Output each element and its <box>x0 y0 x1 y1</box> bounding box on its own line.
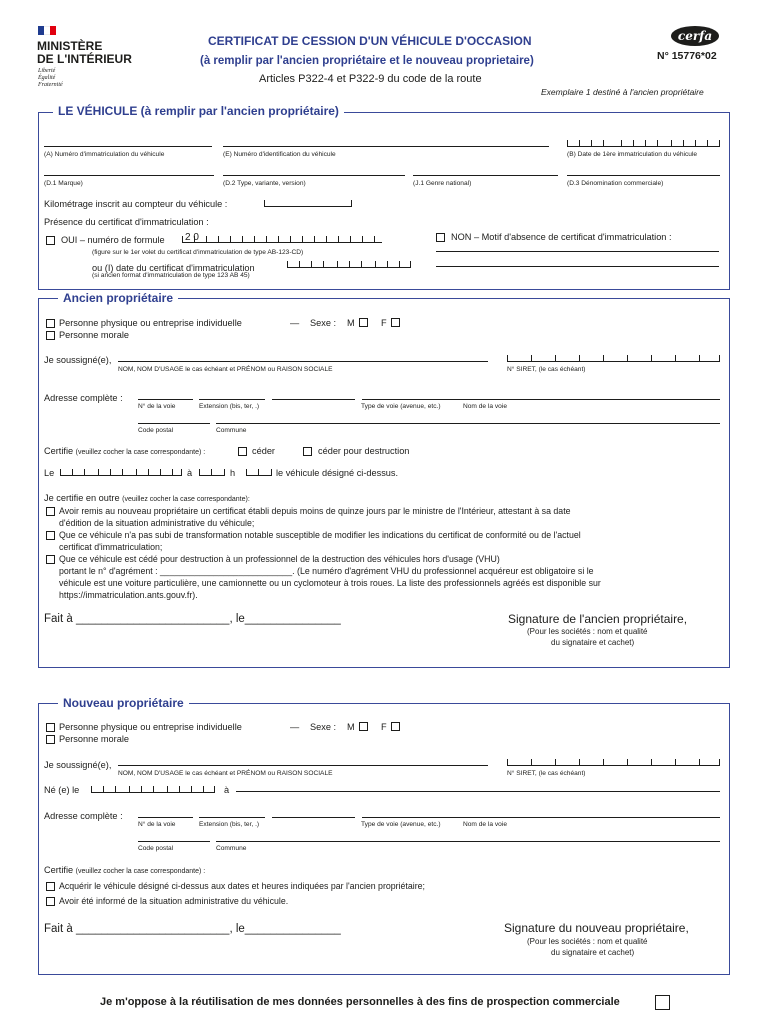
motif-line-1[interactable] <box>436 251 719 252</box>
non-checkbox[interactable] <box>436 233 445 242</box>
nouveau-typevoie-field[interactable] <box>272 817 355 818</box>
date-first-immat-field[interactable] <box>567 140 720 147</box>
ancien-signature-sub2: du signataire et cachet) <box>551 638 635 647</box>
nouveau-siret-field[interactable] <box>507 759 720 766</box>
ancien-voie-caption: N° de la voie <box>138 403 176 410</box>
nouveau-certifie-note: (veuillez cocher la case correspondante) : <box>75 868 206 875</box>
ancien-certifie-note: (veuillez cocher la case correspondante) : <box>75 449 206 456</box>
ancien-certifie-label <box>44 446 205 456</box>
nouveau-item1-label: Acquérir le véhicule désigné ci-dessus aux dates et heures indiquées par l'ancien propriétaire; <box>59 881 425 891</box>
cession-date-field[interactable] <box>60 469 182 476</box>
nouveau-certifie-word: Certifie <box>44 865 74 875</box>
ancien-commune-caption: Commune <box>216 427 247 434</box>
nouveau-physique-label: Personne physique ou entreprise individuelle <box>59 722 242 732</box>
ancien-cp-field[interactable] <box>138 423 210 424</box>
ancien-item1-line2: d'édition de la situation administrative du véhicule; <box>59 518 255 528</box>
ancien-item3-line3: véhicule est une voiture particulière, une camionnette ou un cyclomoteur à trois roues. La liste des professionnels agréés est disponible sur <box>59 578 601 588</box>
ancien-physique-label: Personne physique ou entreprise individuelle <box>59 318 242 328</box>
ceder-destruction-checkbox[interactable] <box>303 447 312 456</box>
nouveau-m-label: M <box>347 722 355 732</box>
cerfa-number: N° 15776*02 <box>657 50 717 62</box>
ident-caption: (E) Numéro d'identification du véhicule <box>223 151 336 158</box>
ancien-nomvoie-field[interactable] <box>362 399 720 400</box>
motif-line-2[interactable] <box>436 266 719 267</box>
ancien-item1-checkbox[interactable] <box>46 507 55 516</box>
cession-hour-field[interactable] <box>199 469 225 476</box>
ancien-item3-checkbox[interactable] <box>46 555 55 564</box>
certifie-outre-word: Je certifie en outre <box>44 493 120 503</box>
ancien-item3-line1: Que ce véhicule est cédé pour destruction à un professionnel de la destruction des véhicules hors d'usage (VHU) <box>59 554 500 564</box>
ancien-ext-field[interactable] <box>199 399 265 400</box>
formule-number-field[interactable] <box>182 236 382 243</box>
nouveau-signature-sub1: (Pour les sociétés : nom et qualité <box>527 937 648 946</box>
genre-caption: (J.1 Genre national) <box>413 180 472 187</box>
cession-designe-label: le véhicule désigné ci-dessus. <box>276 468 399 478</box>
nouveau-section-title: Nouveau propriétaire <box>58 696 189 710</box>
ancien-signature-sub1: (Pour les sociétés : nom et qualité <box>527 627 648 636</box>
nouveau-morale-label: Personne morale <box>59 734 129 744</box>
ancien-section-title: Ancien propriétaire <box>58 291 178 305</box>
ancien-typevoie-caption: Type de voie (avenue, etc.) <box>361 403 441 410</box>
ministry-line1: MINISTÈRE <box>37 39 103 53</box>
marque-caption: (D.1 Marque) <box>44 180 83 187</box>
kilometrage-label: Kilométrage inscrit au compteur du véhicule : <box>44 199 228 209</box>
cession-a-label: à <box>187 468 193 478</box>
ancien-nomvoie-caption: Nom de la voie <box>463 403 507 410</box>
ancien-siret-caption: N° SIRET, (le cas échéant) <box>507 366 586 373</box>
opposition-label: Je m'oppose à la réutilisation de mes données personnelles à des fins de prospection commerciale <box>100 996 620 1008</box>
nouveau-m-checkbox[interactable] <box>359 722 368 731</box>
ancien-signature-title: Signature de l'ancien propriétaire, <box>508 612 688 626</box>
ancien-physique-checkbox[interactable] <box>46 319 55 328</box>
form-subtitle: (à remplir par l'ancien propriétaire et le nouveau proprietaire) <box>200 55 534 67</box>
ancien-dash: — <box>290 318 300 328</box>
denom-caption: (D.3 Dénomination commerciale) <box>567 180 664 187</box>
motto-egalite: Égalité <box>38 75 56 81</box>
ou-date-label: ou (I) date du certificat d'immatriculation <box>92 263 255 273</box>
nouveau-commune-caption: Commune <box>216 845 247 852</box>
ancien-siret-field[interactable] <box>507 355 720 362</box>
kilometrage-field[interactable] <box>264 200 352 207</box>
form-title: CERTIFICAT DE CESSION D'UN VÉHICULE D'OCCASION <box>208 34 532 48</box>
oui-checkbox[interactable] <box>46 236 55 245</box>
exemplaire-note: Exemplaire 1 destiné à l'ancien propriétaire <box>541 87 704 97</box>
immat-field[interactable] <box>44 146 212 147</box>
oui-label: OUI – numéro de formule <box>61 235 165 245</box>
ceder-destruction-label: céder pour destruction <box>318 446 410 456</box>
flag-red <box>50 26 56 35</box>
nouveau-certifie-label <box>44 865 205 875</box>
date-first-immat-caption: (B) Date de 1ère immatriculation du véhicule <box>567 151 698 158</box>
nouveau-soussigne-label: Je soussigné(e), <box>44 760 112 770</box>
ancien-item3-line4: https://immatriculation.ants.gouv.fr). <box>59 590 198 600</box>
ancien-commune-field[interactable] <box>216 423 720 424</box>
ancien-ext-caption: Extension (bis, ter, .) <box>199 403 260 410</box>
nouveau-fait-line[interactable]: Fait à ________________________, le_______________ <box>44 923 341 935</box>
cession-h-label: h <box>230 468 236 478</box>
nouveau-nomvoie-caption: Nom de la voie <box>463 821 507 828</box>
ancien-f-label: F <box>381 318 387 328</box>
marque-field[interactable] <box>44 175 214 176</box>
nouveau-sexe-label: Sexe : <box>310 722 337 732</box>
ancien-soussigne-label: Je soussigné(e), <box>44 355 112 365</box>
nouveau-ne-label: Né (e) le <box>44 785 80 795</box>
ministry-line2: DE L'INTÉRIEUR <box>37 52 132 66</box>
nouveau-birthdate-field[interactable] <box>91 786 215 793</box>
nouveau-nom-field[interactable] <box>118 765 488 766</box>
nouveau-signature-sub2: du signataire et cachet) <box>551 948 635 957</box>
ancien-nom-field[interactable] <box>118 361 488 362</box>
ancien-adresse-label: Adresse complète : <box>44 393 123 403</box>
nouveau-physique-checkbox[interactable] <box>46 723 55 732</box>
opposition-checkbox[interactable] <box>655 995 670 1010</box>
nouveau-cp-caption: Code postal <box>138 845 174 852</box>
ceder-label: céder <box>252 446 275 456</box>
ceder-checkbox[interactable] <box>238 447 247 456</box>
cession-minute-field[interactable] <box>246 469 272 476</box>
cerfa-logo: cerfa <box>671 26 719 46</box>
non-label: NON – Motif d'absence de certificat d'immatriculation : <box>451 232 672 242</box>
ancien-voie-field[interactable] <box>138 399 193 400</box>
ancien-morale-checkbox[interactable] <box>46 331 55 340</box>
nouveau-typevoie-caption: Type de voie (avenue, etc.) <box>361 821 441 828</box>
oui-note: (figure sur le 1er volet du certificat d'immatriculation de type AB-123-CD) <box>92 249 304 256</box>
nouveau-ext-caption: Extension (bis, ter, .) <box>199 821 260 828</box>
ancien-item2-line2: certificat d'immatriculation; <box>59 542 163 552</box>
ou-note: (si ancien format d'immatriculation de type 123 AB 45) <box>92 272 250 279</box>
ident-field[interactable] <box>223 146 549 147</box>
nouveau-dash: — <box>290 722 300 732</box>
vehicle-section-title: LE VÉHICULE (à remplir par l'ancien propriétaire) <box>53 104 344 118</box>
nouveau-f-checkbox[interactable] <box>391 722 400 731</box>
certifie-outre-label <box>44 493 250 503</box>
ancien-item2-checkbox[interactable] <box>46 531 55 540</box>
certificat-date-field[interactable] <box>287 261 411 268</box>
form-articles: Articles P322-4 et P322-9 du code de la route <box>259 73 482 85</box>
nouveau-signature-title: Signature du nouveau propriétaire, <box>504 921 689 935</box>
ancien-item1-line1: Avoir remis au nouveau propriétaire un certificat établi depuis moins de quinze jours par le ministre de l'Intérieur, attestant à sa date <box>59 506 571 516</box>
ancien-item3-line2: portant le n° d'agrément : ___________________________. (Le numéro d'agrément VHU du professionnel acquéreur est obligatoire si le <box>59 566 594 576</box>
nouveau-commune-field[interactable] <box>216 841 720 842</box>
cession-le-label: Le <box>44 468 55 478</box>
type-field[interactable] <box>223 175 405 176</box>
ancien-item2-line1: Que ce véhicule n'a pas subi de transformation notable susceptible de modifier les indications du certificat de conformité ou de l'actuel <box>59 530 581 540</box>
nouveau-item2-label: Avoir été informé de la situation administrative du véhicule. <box>59 896 289 906</box>
nouveau-item1-checkbox[interactable] <box>46 882 55 891</box>
ancien-sexe-label: Sexe : <box>310 318 337 328</box>
ancien-typevoie-field[interactable] <box>272 399 355 400</box>
denom-field[interactable] <box>567 175 720 176</box>
nouveau-nom-caption: NOM, NOM D'USAGE le cas échéant et PRÉNOM ou RAISON SOCIALE <box>118 770 333 777</box>
motto-liberte: Liberté <box>38 68 56 74</box>
nouveau-cp-field[interactable] <box>138 841 210 842</box>
ancien-certifie-word: Certifie <box>44 446 74 456</box>
nouveau-ext-field[interactable] <box>199 817 265 818</box>
ancien-m-label: M <box>347 318 355 328</box>
ancien-nom-caption: NOM, NOM D'USAGE le cas échéant et PRÉNOM ou RAISON SOCIALE <box>118 366 333 373</box>
nouveau-voie-field[interactable] <box>138 817 193 818</box>
ancien-morale-label: Personne morale <box>59 330 129 340</box>
ancien-cp-caption: Code postal <box>138 427 174 434</box>
certifie-outre-note: (veuillez cocher la case correspondante): <box>122 496 250 503</box>
motto-fraternite: Fraternité <box>38 82 63 88</box>
genre-field[interactable] <box>413 175 558 176</box>
presence-label: Présence du certificat d'immatriculation : <box>44 217 209 227</box>
nouveau-f-label: F <box>381 722 387 732</box>
nouveau-a-label: à <box>224 785 230 795</box>
nouveau-voie-caption: N° de la voie <box>138 821 176 828</box>
immat-caption: (A) Numéro d'immatriculation du véhicule <box>44 151 165 158</box>
ancien-fait-line[interactable]: Fait à ________________________, le_______________ <box>44 613 341 625</box>
nouveau-morale-checkbox[interactable] <box>46 735 55 744</box>
ancien-f-checkbox[interactable] <box>391 318 400 327</box>
ancien-m-checkbox[interactable] <box>359 318 368 327</box>
nouveau-birthplace-field[interactable] <box>236 791 720 792</box>
nouveau-siret-caption: N° SIRET, (le cas échéant) <box>507 770 586 777</box>
type-caption: (D.2 Type, variante, version) <box>223 180 306 187</box>
nouveau-item2-checkbox[interactable] <box>46 897 55 906</box>
nouveau-nomvoie-field[interactable] <box>362 817 720 818</box>
nouveau-adresse-label: Adresse complète : <box>44 811 123 821</box>
formule-prefill: 2 0 <box>185 232 199 243</box>
